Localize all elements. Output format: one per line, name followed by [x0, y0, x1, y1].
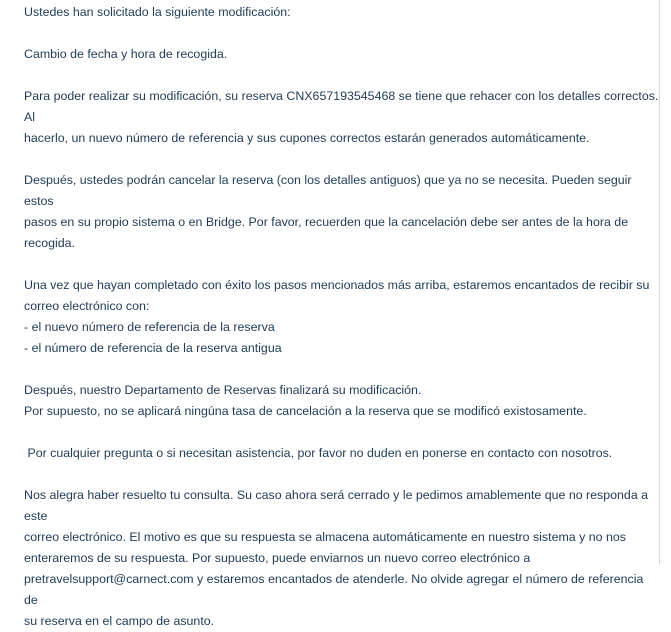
cancel-line-2: pasos en su propio sistema o en Bridge. Por favor, recuerden que la cancelación debe ser antes de la hora de [24, 215, 629, 229]
next-steps-line-2: correo electrónico con: [24, 299, 150, 313]
request-intro-text: Ustedes han solicitado la siguiente modificación: [24, 5, 291, 19]
paragraph-finalize [24, 380, 659, 422]
paragraph-request [24, 2, 659, 23]
finalize-line-1: Después, nuestro Departamento de Reservas finalizará su modificación. [24, 383, 422, 397]
contact-text: Por cualquier pregunta o si necesitan asistencia, por favor no duden en ponerse en contacto con nosotros. [24, 446, 613, 460]
paragraph-next-steps [24, 275, 659, 359]
closing-line-2: correo electrónico. El motivo es que su respuesta se almacena automáticamente en nuestro sistema y no nos [24, 530, 626, 544]
paragraph-change-type [24, 44, 659, 65]
closing-line-4: pretravelsupport@carnect.com y estaremos encantados de atenderle. No olvide agregar el número de referencia de [24, 572, 647, 607]
paragraph-rebook [24, 86, 662, 149]
closing-line-3: enteraremos de su respuesta. Por supuesto, puede enviarnos un nuevo correo electrónico a [24, 551, 531, 565]
rebook-line-1: Para poder realizar su modificación, su reserva CNX657193545468 se tiene que rehacer con los detalles correctos. Al [24, 89, 662, 124]
change-type-text: Cambio de fecha y hora de recogida. [24, 47, 228, 61]
cancel-line-1: Después, ustedes podrán cancelar la reserva (con los detalles antiguos) que ya no se necesita. Pueden seguir estos [24, 173, 635, 208]
new-reference-list-item: - el nuevo número de referencia de la reserva [24, 320, 275, 334]
next-steps-line-1: Una vez que hayan completado con éxito los pasos mencionados más arriba, estaremos encantados de recibir su [24, 278, 650, 292]
rebook-line-2: hacerlo, un nuevo número de referencia y sus cupones correctos estarán generados automáticamente. [24, 131, 590, 145]
old-reference-list-item: - el número de referencia de la reserva antigua [24, 341, 282, 355]
finalize-line-2: Por supuesto, no se aplicará ningúna tasa de cancelación a la reserva que se modificó existosamente. [24, 404, 587, 418]
paragraph-cancel [24, 170, 659, 254]
closing-line-5: su reserva en el campo de asunto. [24, 614, 215, 628]
cancel-line-3: recogida. [24, 236, 75, 250]
closing-line-1: Nos alegra haber resuelto tu consulta. Su caso ahora será cerrado y le pedimos amablemente que no responda a este [24, 488, 652, 523]
paragraph-closing [24, 485, 659, 632]
paragraph-contact [24, 443, 659, 464]
